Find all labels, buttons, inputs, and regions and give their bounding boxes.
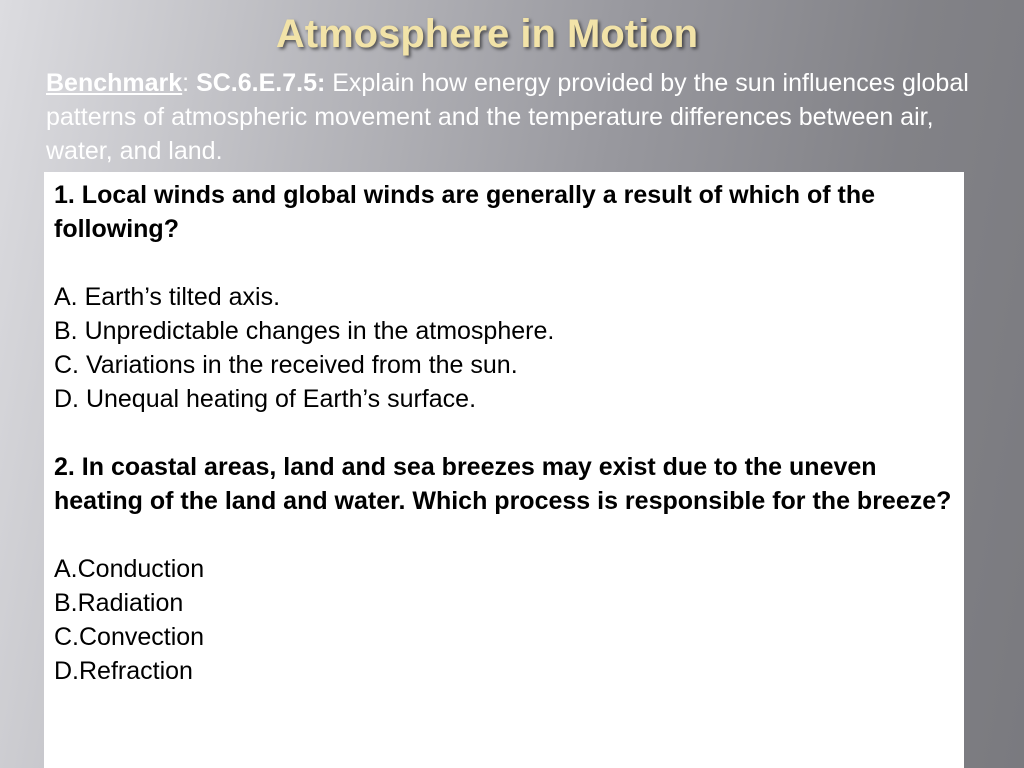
benchmark-code: SC.6.E.7.5: bbox=[196, 69, 326, 97]
question-2-option-d: D.Refraction bbox=[54, 657, 193, 685]
question-2-prompt: 2. In coastal areas, land and sea breezes may exist due to the uneven heating of the land and water. Which process is responsible for the breeze? bbox=[54, 453, 952, 515]
spacer bbox=[54, 416, 954, 450]
question-1-prompt: 1. Local winds and global winds are generally a result of which of the following? bbox=[54, 181, 875, 243]
benchmark-statement bbox=[46, 66, 986, 168]
slide-title: Atmosphere in Motion bbox=[275, 12, 699, 56]
question-2-options bbox=[54, 552, 954, 688]
benchmark-separator: : bbox=[182, 69, 197, 97]
question-1-option-a: A. Earth’s tilted axis. bbox=[54, 283, 281, 311]
spacer bbox=[54, 246, 954, 280]
question-1-option-c: C. Variations in the received from the sun. bbox=[54, 351, 518, 379]
question-1-option-b: B. Unpredictable changes in the atmosphere. bbox=[54, 317, 555, 345]
question-2-option-b: B.Radiation bbox=[54, 589, 184, 617]
benchmark-label: Benchmark bbox=[46, 69, 183, 97]
question-2-option-c: C.Convection bbox=[54, 623, 205, 651]
question-1-options bbox=[54, 280, 954, 416]
spacer bbox=[54, 518, 954, 552]
benchmark-text: Explain how energy provided by the sun influences global patterns of atmospheric movement and the temperature differences between air, water, and land. bbox=[46, 69, 969, 165]
question-1-option-d: D. Unequal heating of Earth’s surface. bbox=[54, 385, 477, 413]
question-box bbox=[44, 172, 964, 768]
question-2-option-a: A.Conduction bbox=[54, 555, 205, 583]
